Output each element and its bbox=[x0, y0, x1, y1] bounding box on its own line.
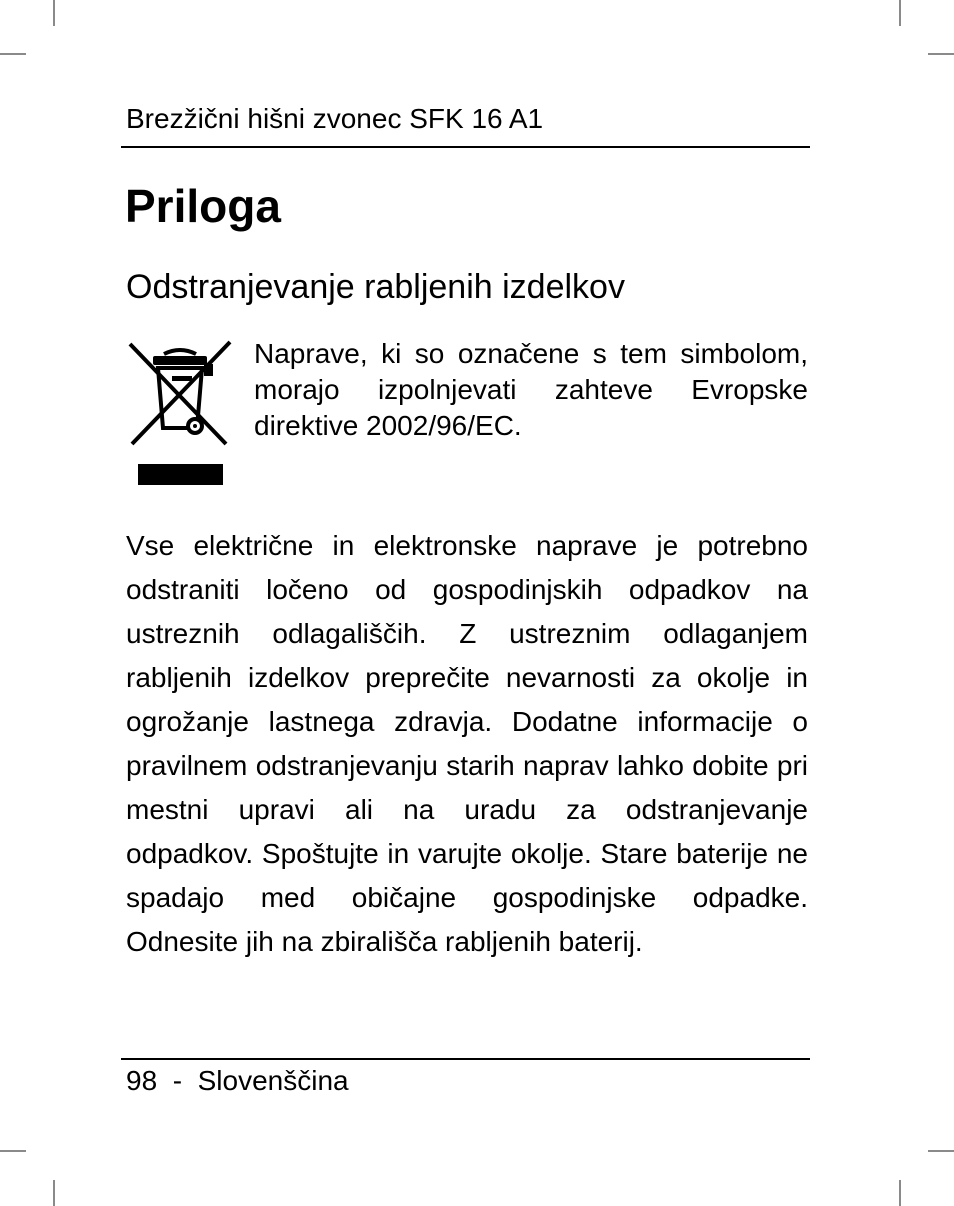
header-rule bbox=[121, 146, 810, 148]
page-footer bbox=[126, 1064, 349, 1098]
subsection-title: Odstranjevanje rabljenih izdelkov bbox=[126, 268, 625, 306]
section-title: Priloga bbox=[125, 180, 281, 232]
page-number: 98 bbox=[126, 1065, 158, 1096]
footer-rule bbox=[121, 1058, 810, 1060]
symbol-description: Naprave, ki so označene s tem simbolom, morajo izpolnjevati zahteve Evropske direktive 2002/96/EC. bbox=[254, 338, 808, 441]
crop-mark-right-bottom bbox=[928, 1150, 954, 1152]
footer-gap bbox=[182, 1065, 198, 1096]
crossed-out-wheelie-bin-icon bbox=[126, 336, 234, 490]
crop-mark-bottom-left bbox=[53, 1180, 55, 1206]
footer-separator: - bbox=[172, 1065, 183, 1096]
crop-mark-top-left bbox=[53, 0, 55, 26]
crop-mark-left-top bbox=[0, 53, 26, 55]
crop-mark-left-bottom bbox=[0, 1150, 26, 1152]
footer-language: Slovenščina bbox=[197, 1065, 349, 1096]
running-header: Brezžični hišni zvonec SFK 16 A1 bbox=[126, 103, 544, 134]
crop-mark-right-top bbox=[928, 53, 954, 55]
crop-mark-bottom-right bbox=[899, 1180, 901, 1206]
footer-gap bbox=[157, 1065, 173, 1096]
disposal-paragraph: Vse električne in elektronske naprave je potrebno odstraniti ločeno od gospodinjskih odpadkov na ustreznih odlagališčih. Z ustreznim odlaganjem rabljenih izdelkov preprečite nevarnosti za okolje in ogrožanje lastnega zdravja. Dodatne informacije o pravilnem odstranjevanju starih naprav lahko dobite pri mestni upravi ali na uradu za odstranjevanje odpadkov. Spoštujte in varujte okolje. Stare baterije ne spadajo med običajne gospodinjske odpadke. Odnesite jih na zbirališča rabljenih baterij. bbox=[126, 530, 808, 957]
crop-mark-top-right bbox=[899, 0, 901, 26]
